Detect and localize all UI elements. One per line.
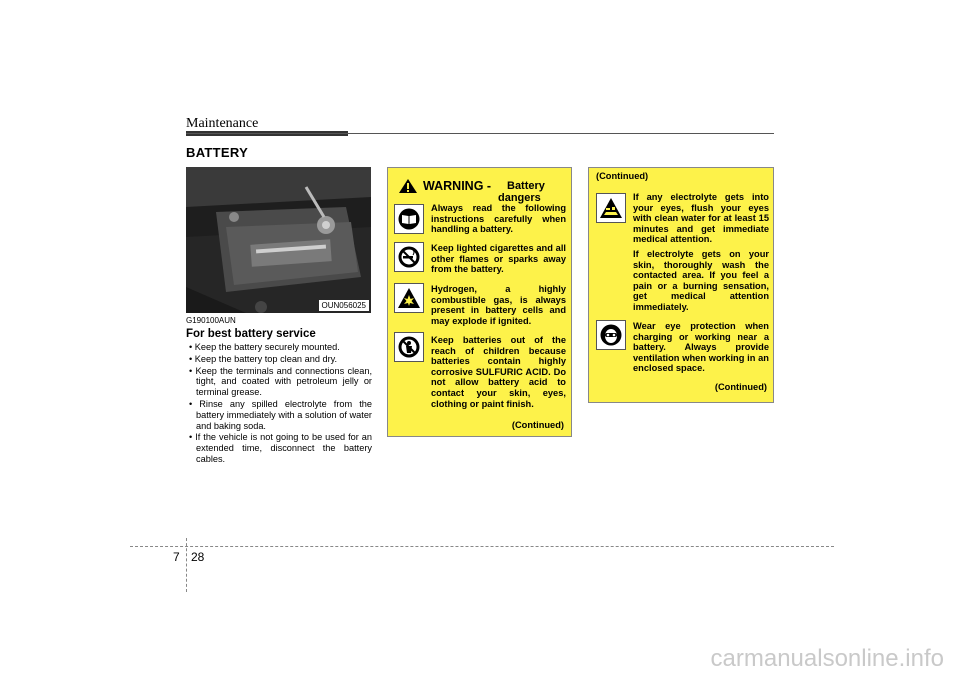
header-title: Maintenance (186, 116, 259, 131)
warning-box-continued (588, 167, 774, 403)
chapter-number: 7 (173, 550, 180, 564)
warning-header (398, 178, 563, 204)
acid-burn-icon (596, 193, 626, 223)
warning-text: If electrolyte gets on your skin, thoroughly wash the contacted area. If you feel a pain or a burning sensation, get medical attention immediately. (633, 249, 769, 312)
keep-children-away-icon (394, 332, 424, 362)
service-heading: For best battery service (186, 328, 316, 340)
section-title: BATTERY (186, 145, 249, 160)
header-rule (186, 133, 774, 134)
bullet-item: • Keep the battery securely mounted. (186, 342, 372, 353)
photo-code: OUN056025 (319, 300, 369, 311)
book-icon (394, 204, 424, 234)
no-smoking-icon (394, 242, 424, 272)
page-number: 28 (191, 550, 205, 564)
service-bullets (186, 342, 372, 465)
footer-rule (130, 546, 834, 547)
warning-text: Always read the following instructions carefully when handling a battery. (431, 203, 566, 235)
warning-text: Wear eye protection when charging or working near a battery. Always provide ventilation when working in an enclosed space. (633, 321, 769, 374)
warning-word: WARNING - (423, 179, 492, 193)
continued-label: (Continued) (511, 420, 564, 430)
warning-text: Keep batteries out of the reach of children because batteries contain highly corrosive SULFURIC ACID. Do not allow battery acid to contact your skin, eyes, clothing or paint finish. (431, 335, 566, 409)
bullet-item: • Keep the battery top clean and dry. (186, 354, 372, 365)
continued-bottom-label: (Continued) (714, 382, 767, 392)
warning-text: Keep lighted cigarettes and all other flames or sparks away from the battery. (431, 243, 566, 275)
eye-protection-icon (596, 320, 626, 350)
footer-divider (186, 538, 187, 592)
warning-subject: Battery (507, 180, 545, 192)
bullet-item: • Rinse any spilled electrolyte from the battery immediately with a solution of water and baking soda. (186, 399, 372, 431)
warning-text: Hydrogen, a highly combustible gas, is always present in battery cells and may explode if ignited. (431, 284, 566, 326)
battery-service-section (186, 316, 372, 466)
warning-text: If any electrolyte gets into your eyes, flush your eyes with clean water for at least 15 minutes and get immediate medical attention. (633, 192, 769, 245)
warning-triangle-icon (398, 178, 418, 194)
item-code: G190100AUN (186, 316, 236, 325)
bullet-item: • Keep the terminals and connections clean, tight, and coated with petroleum jelly or terminal grease. (186, 366, 372, 398)
watermark: carmanualsonline.info (710, 645, 944, 672)
warning-subject-line2: dangers (498, 192, 541, 204)
battery-photo (186, 167, 371, 313)
continued-top-label: (Continued) (596, 171, 649, 181)
explosion-icon (394, 283, 424, 313)
bullet-item: • If the vehicle is not going to be used for an extended time, disconnect the battery cables. (186, 432, 372, 464)
warning-box (387, 167, 572, 437)
